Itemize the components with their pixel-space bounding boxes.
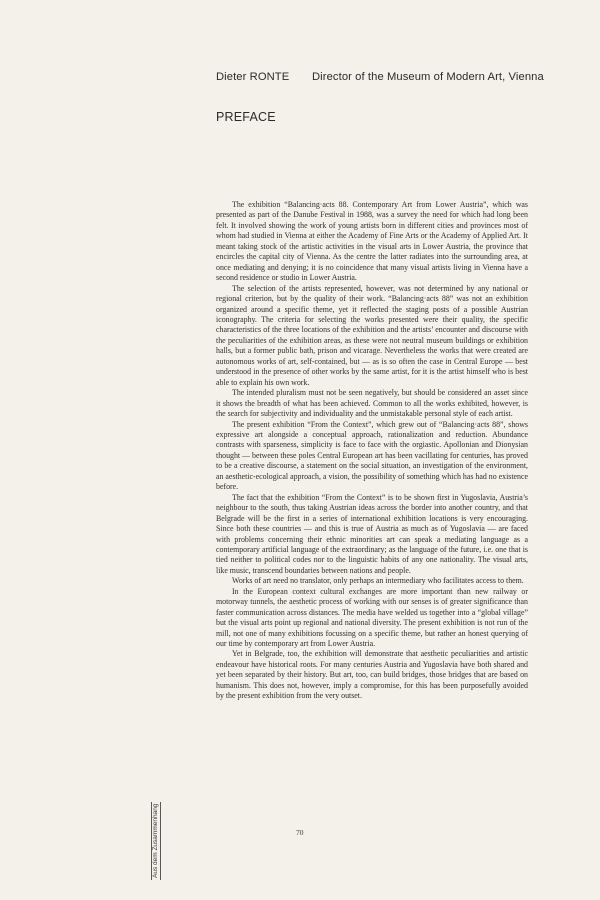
page-header — [216, 71, 556, 83]
paragraph: The present exhibition “From the Context”, which grew out of “Balancing·acts 88”, shows expressive art alongside a conceptual approach, rationalization and reduction. Abundance contrasts with sparseness, simplicity is face to face with the orgiastic. Apollonian and Dionysian thought — between these poles Central European art has been vacillating for centuries, has proved to be a creative discourse, a statement on the social situation, an investigation of the environment, an aesthetic-ecological approach, a vision, the possibility of something which has had no existence before. — [216, 419, 528, 492]
author-role: Director of the Museum of Modern Art, Vienna — [312, 71, 544, 83]
section-title: PREFACE — [216, 110, 276, 124]
paragraph: The selection of the artists represented, however, was not determined by any national or regional criterion, but by the quality of their work. “Balancing·acts 88” was not an exhibition organized around a specific theme, yet it reflected the staging posts of a possible Austrian iconography. The criteria for selecting the works presented were their quality, the specific characteristics of the three locations of the exhibition and the artists’ encounter and discourse with the peculiarities of the exhibition areas, as these were not neutral museum buildings or exhibition halls, but a former public bath, prison and vicarage. Nevertheless the works that were created are autonomous works of art, self-contained, but — as is so often the case in Central Europe — best understood in the presence of other works by the same artist, for it is the artist himself who is best able to explain his own work. — [216, 283, 528, 387]
paragraph: The exhibition “Balancing·acts 88. Contemporary Art from Lower Austria”, which was presented as part of the Danube Festival in 1988, was a survey the need for which had long been felt. It involved showing the work of young artists born in different cities and provinces most of whom had studied in Vienna at either the Academy of Fine Arts or the Academy of Applied Art. It meant taking stock of the artistic activities in the visual arts in Lower Austria, the province that encircles the capital city of Vienna. As the centre the latter radiates into the surrounding area, at once mediating and denying; it is no coincidence that many visual artists living in Vienna have a second residence or studio in Lower Austria. — [216, 200, 528, 283]
paragraph: The intended pluralism must not be seen negatively, but should be considered an asset since it shows the breadth of what has been achieved. Common to all the works exhibited, however, is the search for subjectivity and individuality and the unmistakable personal style of each artist. — [216, 388, 528, 419]
paragraph: The fact that the exhibition “From the Context” is to be shown first in Yugoslavia, Austria’s neighbour to the south, thus taking Austrian ideas across the border into another country, and that Belgrade will be the first in a series of international exhibition locations is very encouraging. Since both these countries — and this is true of Austria as much as of Yugoslavia — are faced with problems concerning their ethnic minorities art can speak a mediating language as a contemporary artificial language of the extraordinary; as the language of the future, i.e. one that is tied neither to political codes nor to the linguistic habits of any one nationality. The visual arts, like music, transcend boundaries between nations and people. — [216, 492, 528, 575]
paragraph: In the European context cultural exchanges are more important than new railway or motorway tunnels, the aesthetic process of working with our senses is of greater significance than faster communication across distances. The media have welded us together into a “global village” but the visual arts point up regional and national diversity. The present exhibition is not run of the mill, not one of many exhibitions focussing on a specific theme, but rather an honest querying of our time by contemporary art from Lower Austria. — [216, 586, 528, 649]
paragraph: Works of art need no translator, only perhaps an intermediary who facilitates access to them. — [232, 576, 524, 586]
page-number: 70 — [296, 828, 304, 837]
body-text — [216, 200, 528, 702]
author-name: Dieter RONTE — [216, 71, 290, 83]
paragraph: Yet in Belgrade, too, the exhibition will demonstrate that aesthetic peculiarities and artistic endeavour have historical roots. For many centuries Austria and Yugoslavia have both shared and yet been separated by their history. But art, too, can build bridges, those bridges that are based on humanism. This does not, however, imply a compromise, for this has been purposefully avoided by the present exhibition from the very outset. — [216, 649, 528, 701]
side-stamp: Aus dem Zusammenhang — [152, 803, 159, 878]
